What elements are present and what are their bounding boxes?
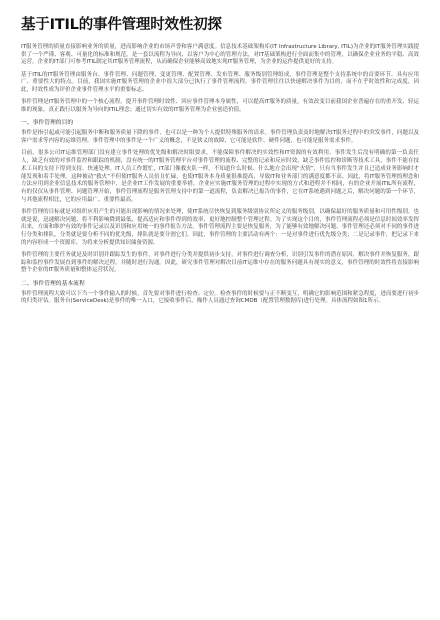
paragraph: 事件管理是IT服务管理中的一个核心流程，提升事件管理时效性、回应事件管理本身属性，可以提高IT服务的质量，有效改变目前我国企业普遍存在的重开发、轻运维的现象，真正践行以服务为导向的ITIL理念；通过切实有效的IT服务管理为企业创造价值。 <box>21 99 419 114</box>
paragraph: 事件是指引起或可能引起服务中断和服务质量下降的事件，也可以是一种为个人提供特殊服务的请求。事件管理负责及时地解决IT服务过程中的突发事件，问题以及客户需求等内容的运维管理。事件管理中的事件是一个广义的概念，不是狭义的故障，它可能是软件、硬件问题，也可能是服务需求事件。 <box>21 130 419 145</box>
document-body <box>21 44 419 306</box>
paragraph: 基于ITIL的IT服务管理由服务台、事件管理、问题管理、变更管理、配置管理、发布管理、服务级别管理组成，事件管理是整个支持系统中的首要环节，具有应用广、重要性大的特点。目前，我国实施IT服务管理的企业中很大部分已执行了事件管理流程。事件管理往往以快速解决事件为目的，而不在乎时效性和完成度，因此，时效性成为评价企业事件管理水平的重要标志。 <box>21 71 419 94</box>
paragraph: 事件管理的目标就是对组织应用产生的可能出现影响的情况来处理，使IT系统尽快恢复到服务级别协议所定义的服务级别，以确保最好的服务质量和可用性级别。也就是说，迅速解决问题，将不利影响降到最低，提高适应和事件得到的效率，更好地控制整个管理过程。为了实现这个目的，事件管理流程必须是信息时间效率发挥出来，方面和维护有效的事件记录以及识别和应用统一的事件报告方法。事件管理流程主要是恢复服务，为了能够有效地解决问题，事件管理还必须对不同的事件进行分类和排队，分类就是要分析不同的优先级，排队就是要分割它们。因此，事件管理的主要活动有两个：一是对事件进行优先级分类；二是记录事件，把记录下来的内容形成一个资源库，为将来分析提供知识储备资源。 <box>21 208 419 246</box>
paragraph: 目前，很多公司IT运维管理部门没有建立事件处理的优先级和解决时限要求，不能保障事件解决的实效性和IT资源的有效利用，事件发生后没有明确的第一负责任人，缺乏有效的对事件监控和跟踪的机制，没有统一的IT服务管理平台对事件管理的流程、完整的记录和反应时效，缺乏事件监控和诊断等技术工具，事件不能在技术工具的支持下得到支持、快速处理。IT人员工作繁忙，IT部门像救火队一样，不知道什么时候、什么地方会出现“火情”，只有当事件发生并且已造成业务影响时才能发现和着手处理。这种被动“救火”不但使IT服务人员倍且忙碌，也使IT服务本身质量很难提高，导致IT和业务部门的满意度都不高。因此，将IT服务管理的理念和方法应用到企业信息技术的服务管理中，是企业IT工作发展的重要举措。企业应实施IT服务管理的过程中实现的方式和进程并不相同，有的企业开展ITIL所有流程，有的仅仅从事件管理、问题管理开始，事件管理流程是服务管理支持中的第一道流程，负责解决已报告的事件，它在IT系统遇到问题之后，解决问题的第一个环节，与其他流程相比，它的应用最广、重要性最高。 <box>21 150 419 203</box>
paragraph: IT服务管理的质量直接影响业务的质量，进而影响企业的市场声誉和客户满意度。信息技术基础架构库(IT Infrastructure Library, ITIL)为企业的IT服务管理实践提供了一个严谨、客观、可量化的标准和规范，是一套以流程为导向、以客户为中心的管理方法，对IT基础架构进行全面而集中的管理，以确保企业业务的平稳、高效运营。企业的IT部门可参考ITIL制定其IT服务管理流程，从而确保企业能够高效地实现IT服务管理，为企业的运作提供更好的支持。 <box>21 44 419 66</box>
paragraph: 事件管理的主要任务就是及时识别并跟踪发生的事件，对事件进行分类并提供初步支持，对事件进行调查分析，识别引发事件的潜在原因，解决事件并恢复服务，跟踪和监控事件发展直到事件的解决过程，并随时进行沟通。因此，研究事件管理对解决目前IT运维中存在的服务问题具有现实的意义，事件管理的时效性将直接影响整个企业的IT服务质量和整体运营状况。 <box>21 252 419 274</box>
section-heading: 二、事件管理的基本流程 <box>21 280 85 287</box>
paragraph: 事件管理流程大致可以下当一个事件输入的时候，首先要对事件进行检查、定位。检查事件的时候要与正不断变互，明确它的影响范围和紧急程度，进而要进行初步的归类评估。服务台(ServiceDesk)是事件的唯一入口，它接收事件后，操作人员通过查询CMDB（配置管理数据库)进行处理。具体流程如图1所示。 <box>21 290 419 305</box>
section-heading: 一、事件管理的目的 <box>21 120 74 127</box>
document-title: 基于ITIL的事件管理时效性初探 <box>21 17 222 33</box>
